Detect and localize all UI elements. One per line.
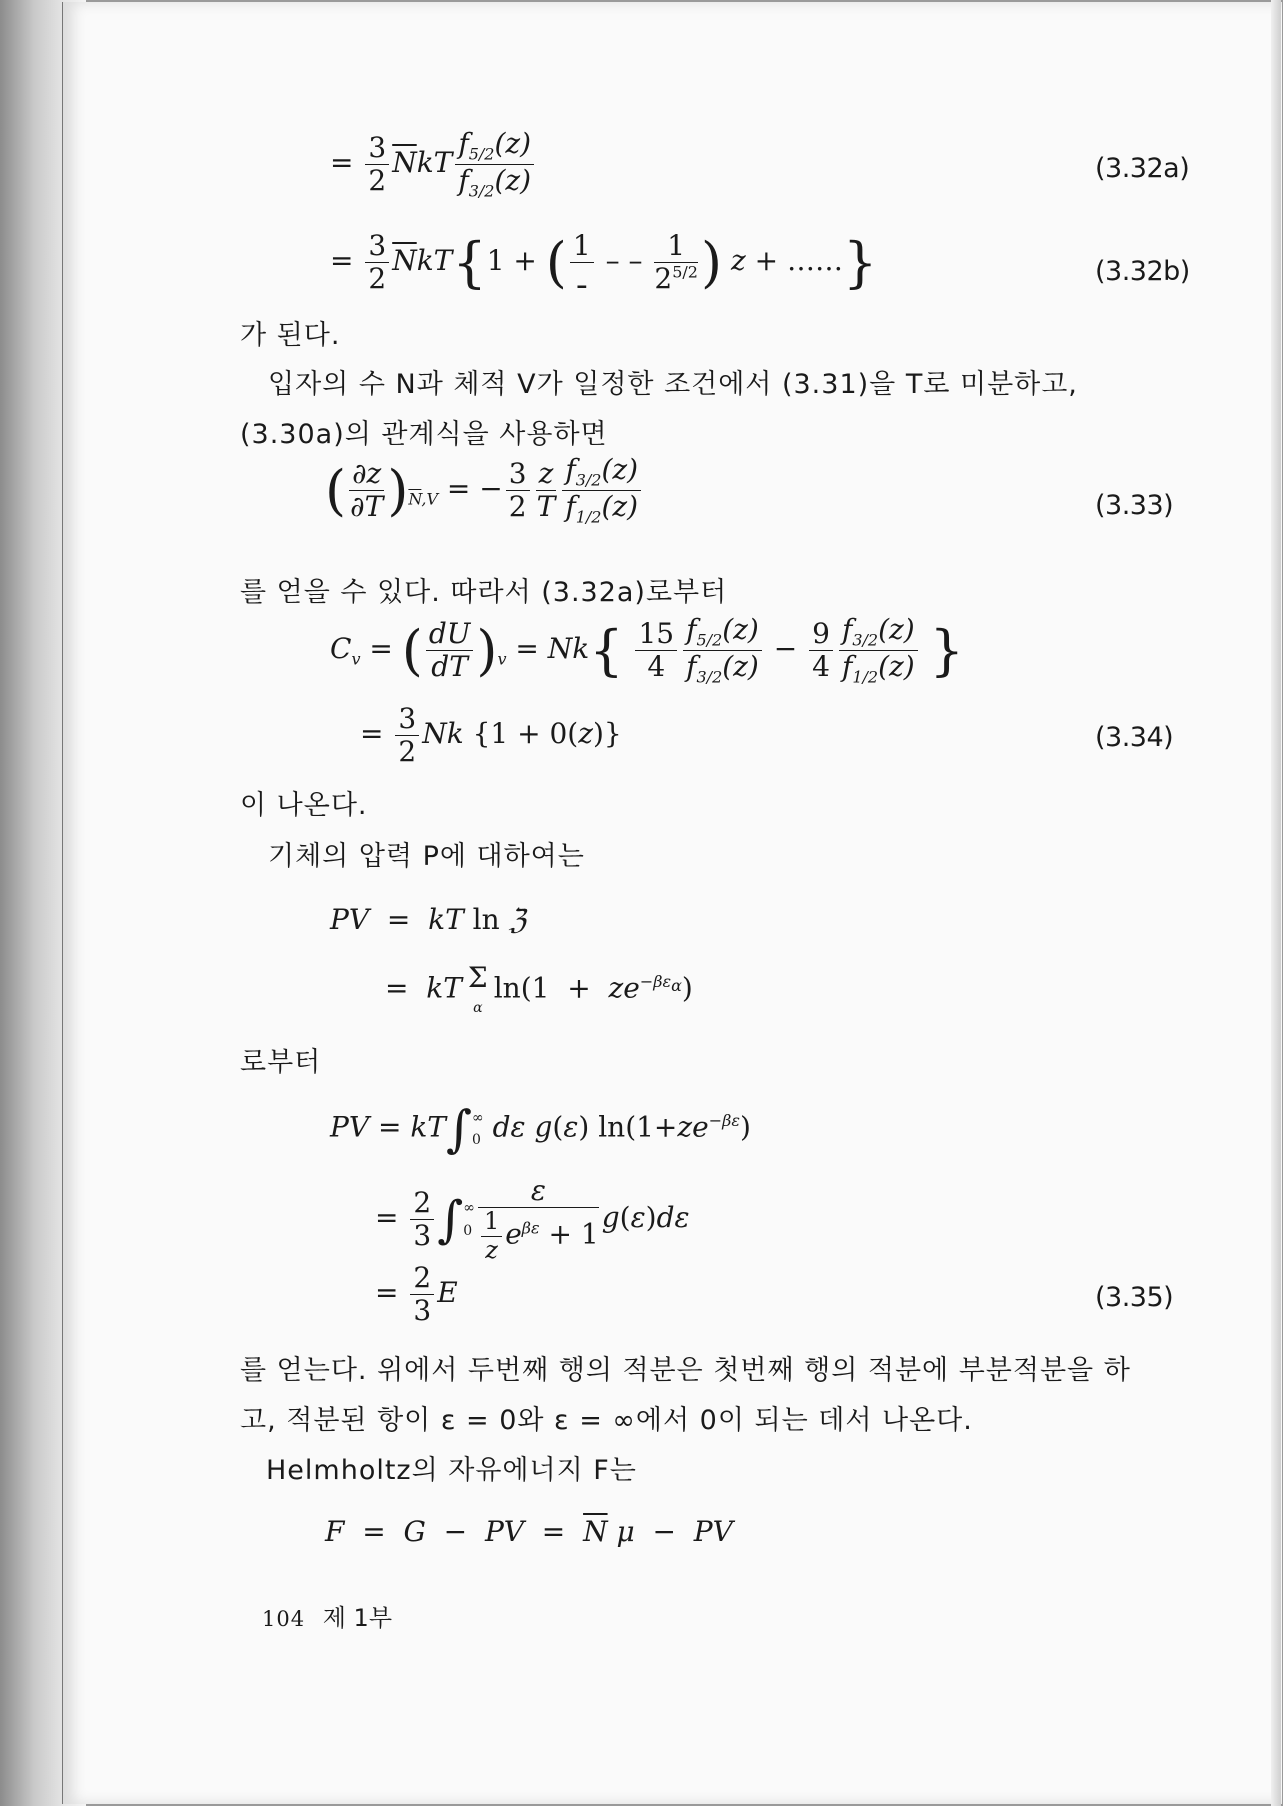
text-line: 를 얻는다. 위에서 두번째 행의 적분은 첫번째 행의 적분에 부분적분을 하 [240,1355,1131,1386]
equation-3-35-c: = $\frac{2}{3}$ E [375,1261,458,1328]
equation-number: (3.35) [1095,1282,1174,1313]
equation-number: (3.33) [1095,490,1174,521]
text-line: Helmholtz의 자유에너지 F는 [266,1455,637,1486]
text-line: 를 얻을 수 있다. 따라서 (3.32a)로부터 [240,577,728,608]
equation-3-33: ( $\frac{\partial z}{\partial T}$ )$_{\overline{N},V}$ = − $\frac{3}{2}$ $\frac{z}{T}$ $\frac{f_{3/2}(z)}{f_{1/2}(z)}$ [325,454,644,527]
part-label: 제 1부 [322,1604,393,1632]
page-footer [262,1598,392,1633]
equation-3-35-a: PV = kT∫∞ 0 dε g(ε) $\ln(1+ze^{-\beta\varepsilon})$ [330,1100,751,1158]
page-number: 104 [262,1607,306,1631]
equation-number: (3.32b) [1095,256,1190,287]
equation-number: (3.34) [1095,722,1174,753]
text-line: 기체의 압력 P에 대하여는 [268,841,585,872]
text-line: 로부터 [240,1047,322,1078]
equation-pv-sum: = kT Σ $\alpha\ln(1 + ze^{-\beta\varepsilon_\alpha})$ [385,961,693,1017]
text-line: 이 나온다. [240,790,368,821]
equation-3-34-b: = $\frac{3}{2}$ Nk {1 + 0(z)} [360,702,622,769]
text-line: 고, 적분된 항이 ε = 0와 ε = ∞에서 0이 되는 데서 나온다. [240,1405,973,1436]
equation-3-32b: = $\frac{3}{2}$ $\overline{N}kT\{1$ + ( $\frac{1}{\text{​ـ}}$ – – $\frac{1}{2^{5/2}}$ ) z + ……} [330,229,878,296]
page-edge [1271,0,1281,1806]
equation-helmholtz: F = G − PV = $\overline{N}$ μ − PV [325,1515,733,1548]
text-line: 가 된다. [240,320,341,351]
equation-3-32a: = $\frac{3}{2}$ $\overline{N}kT$ $\frac{f_{5/2}(z)}{f_{3/2}(z)}$ [330,128,537,201]
equation-3-34-a: $C_v$ = ( $\frac{dU}{dT}$ )$_v = Nk${ $\frac{15}{4}$ $\frac{f_{5/2}(z)}{f_{3/2}(z)}$ − $\frac{9}{4}$ $\frac{f_{3/2}(z)}{f_{1/2}(z)}$ } [330,613,964,687]
text-line: (3.30a)의 관계식을 사용하면 [240,419,608,450]
text-line: 입자의 수 N과 체적 V가 일정한 조건에서 (3.31)을 T로 미분하고, [268,369,1078,400]
equation-pv-ln: PV = kT ln ℨ [330,903,526,936]
equation-3-35-b: = $\frac{2}{3}$ ∫∞ 0 ε $\frac{1}{z}$ $e^{\beta\varepsilon} + 1$ g(ε)dε [375,1174,690,1264]
equation-number: (3.32a) [1095,153,1190,184]
